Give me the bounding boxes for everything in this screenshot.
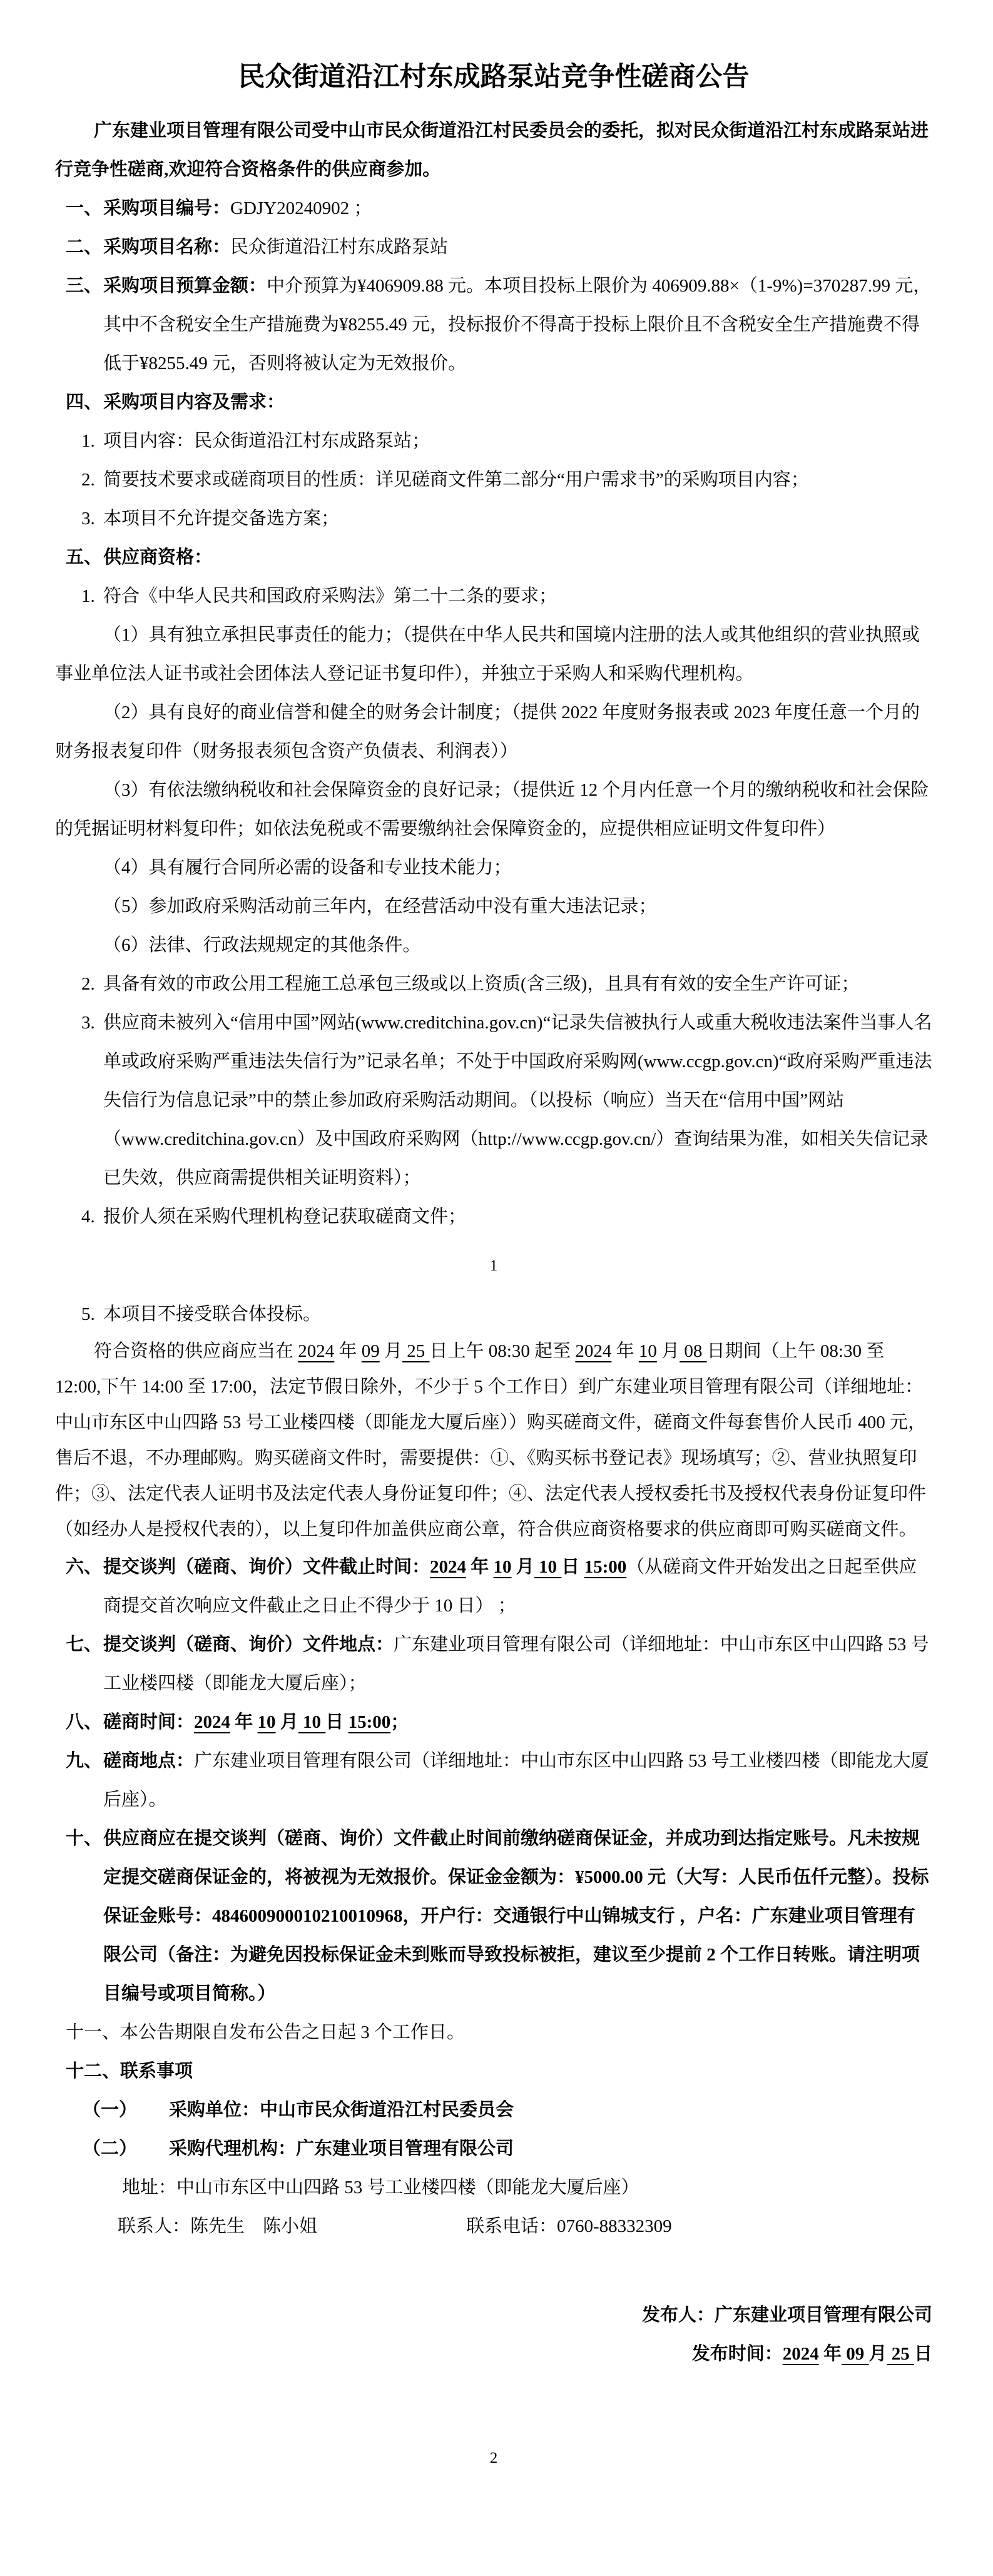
section-5-item-4-text: 报价人须在采购代理机构登记获取磋商文件；: [103, 1207, 467, 1227]
section-4-item-3-num: 3.: [81, 509, 95, 529]
section-11-announcement-period: [66, 2013, 932, 2052]
section-2-num: 二、: [66, 237, 103, 257]
section-6-label: 提交谈判（磋商、询价）文件截止时间：: [103, 1557, 430, 1577]
publish-month: 09: [841, 2344, 869, 2364]
section-5-item-2-text: 具备有效的市政公用工程施工总承包三级或以上资质(含三级)，且具有有效的安全生产许可证；: [103, 974, 860, 994]
contact-agency-row: [83, 2129, 932, 2168]
section-5-item-4: [81, 1197, 932, 1236]
purchase-start-day: 25: [402, 1341, 430, 1361]
section-6-sep-1: 年: [466, 1557, 494, 1577]
publish-month-sep: 月: [868, 2344, 887, 2364]
section-1-label: 采购项目编号：: [103, 198, 231, 218]
section-8-sep-3: 日: [325, 1712, 349, 1732]
deadline-time: 15:00: [584, 1557, 627, 1577]
qualification-sub-2: （2）具有良好的商业信誉和健全的财务会计制度；（提供 2022 年度财务报表或 2023 年度任意一个月的财务报表复印件（财务报表须包含资产负债表、利润表））: [55, 702, 920, 761]
section-5-item-2: [81, 965, 932, 1003]
section-5-item-5-text: 本项目不接受联合体投标。: [103, 1304, 322, 1324]
section-9-value: 广东建业项目管理有限公司（详细地址：中山市东区中山四路 53 号工业楼四楼（即能龙大厦后座）。: [103, 1751, 929, 1810]
qualification-sub-5: （5）参加政府采购活动前三年内，在经营活动中没有重大违法记录；: [103, 896, 657, 916]
section-7-label: 提交谈判（磋商、询价）文件地点：: [103, 1635, 394, 1655]
section-5-item-1: [81, 577, 932, 616]
section-5-item-2-num: 2.: [81, 974, 95, 994]
publish-year: 2024: [782, 2344, 819, 2364]
purchase-end-year: 2024: [575, 1341, 612, 1361]
section-6-deadline: [66, 1548, 932, 1625]
page-title: 民众街道沿江村东成路泵站竞争性磋商公告: [238, 63, 750, 92]
section-4-item-3-text: 本项目不允许提交备选方案；: [103, 509, 340, 529]
section-4-item-2: [81, 460, 932, 499]
section-3-budget: [66, 266, 932, 383]
section-8-sep-2: 月: [275, 1712, 298, 1732]
section-4-item-1-num: 1.: [81, 431, 95, 451]
section-4-label: 采购项目内容及需求：: [103, 392, 285, 412]
section-10-text: 供应商应在提交谈判（磋商、询价）文件截止时间前缴纳磋商保证金，并成功到达指定账号。凡未按规定提交磋商保证金的，将被视为无效报价。保证金金额为：¥5000.00 元（大写：人民币伍仟元整）。投标保证金账号：484600900010210010968，开户行：交通银行中山锦城支行 ，户名：广东建业项目管理有限公司（备注：为避免因投标保证金未到账而导致投标被拒，建议至少提前 2 个工作日转账。请注明项目编号或项目简称。）: [103, 1828, 929, 2004]
purchase-run-4: 年: [611, 1341, 639, 1361]
section-3-num: 三、: [66, 276, 103, 296]
contact-person-line: [118, 2207, 932, 2246]
publish-time-label: 发布时间：: [691, 2344, 783, 2364]
purchase-run-5: 月: [656, 1341, 680, 1361]
purchase-run-1: 年: [334, 1341, 362, 1361]
section-6-sep-3: 日: [561, 1557, 584, 1577]
section-1-project-number: [66, 189, 932, 228]
section-7-num: 七、: [66, 1635, 103, 1655]
section-4-item-1-text: 项目内容：民众街道沿江村东成路泵站；: [103, 431, 430, 451]
negotiation-clock: 15:00: [348, 1712, 391, 1732]
section-4-num: 四、: [66, 392, 103, 412]
publish-day: 25: [887, 2344, 914, 2364]
section-5-label: 供应商资格：: [103, 547, 213, 567]
negotiation-day: 10: [298, 1712, 326, 1732]
contact-person: 联系人：陈先生 陈小姐: [118, 2216, 318, 2236]
section-6-sep-2: 月: [511, 1557, 534, 1577]
section-5-item-4-num: 4.: [81, 1207, 95, 1227]
contact-buyer-num: （一）: [83, 2100, 138, 2120]
section-2-project-name: [66, 228, 932, 266]
deadline-day: 10: [534, 1557, 562, 1577]
section-9-label: 磋商地点：: [103, 1751, 195, 1771]
section-12-contact-heading: [66, 2052, 932, 2091]
purchase-end-month: 10: [638, 1341, 657, 1361]
section-7-submit-place: [66, 1625, 932, 1703]
section-6-tail: （从磋商文件开始发出之日起至供应商提交首次响应文件截止之日止不得少于 10 日） ；: [103, 1557, 917, 1616]
section-12-label: 联系事项: [120, 2061, 193, 2081]
section-10-num: 十、: [66, 1828, 103, 1848]
section-9-body: [103, 1742, 932, 1819]
section-10-deposit: [66, 1819, 932, 2013]
section-5-item-5-num: 5.: [81, 1304, 95, 1324]
qualification-sub-1: （1）具有独立承担民事责任的能力；（提供在中华人民共和国境内注册的法人或其他组织的营业执照或事业单位法人证书或社会团体法人登记证书复印件），并独立于采购人和采购代理机构。: [55, 625, 920, 684]
section-2-label: 采购项目名称：: [103, 237, 231, 257]
publish-day-sep: 日: [914, 2344, 932, 2364]
qualification-sub-6: （6）法律、行政法规规定的其他条件。: [103, 935, 421, 955]
purchase-run-3: 日上午 08:30 起至: [429, 1341, 576, 1361]
section-2-body: [103, 228, 932, 266]
section-8-negotiation-time: [66, 1703, 932, 1742]
section-9-negotiation-place: [66, 1742, 932, 1819]
contact-buyer-label: 采购单位：: [169, 2100, 260, 2120]
purchase-run-0: 符合资格的供应商应当在: [94, 1341, 298, 1361]
contact-address-line: 地址：中山市东区中山四路 53 号工业楼四楼（即能龙大厦后座）: [122, 2178, 639, 2198]
qualification-sub-4: （4）具有履行合同所必需的设备和专业技术能力；: [103, 858, 512, 878]
section-4-item-2-text: 简要技术要求或磋商项目的性质：详见磋商文件第二部分“用户需求书”的采购项目内容；: [103, 470, 809, 490]
contact-agency-value: 广东建业项目管理有限公司: [296, 2139, 514, 2159]
section-8-body: [103, 1703, 932, 1742]
section-3-label: 采购项目预算金额：: [103, 276, 267, 296]
section-8-label: 磋商时间：: [103, 1712, 195, 1732]
section-4-item-2-num: 2.: [81, 470, 95, 490]
section-5-item-1-num: 1.: [81, 586, 95, 606]
section-11-num: 十一、: [66, 2022, 121, 2042]
section-5-num: 五、: [66, 547, 103, 567]
section-8-num: 八、: [66, 1712, 103, 1732]
purchase-start-year: 2024: [298, 1341, 335, 1361]
publisher-label: 发布人：: [641, 2305, 715, 2325]
section-4-body: [103, 383, 932, 422]
negotiation-month: 10: [257, 1712, 276, 1732]
section-7-value: 广东建业项目管理有限公司（详细地址：中山市东区中山四路 53 号工业楼四楼（即能龙大厦后座）；: [103, 1635, 929, 1693]
section-4-item-1: [81, 422, 932, 460]
contact-buyer-value: 中山市民众街道沿江村民委员会: [260, 2100, 514, 2120]
deadline-year: 2024: [430, 1557, 467, 1577]
negotiation-year: 2024: [194, 1712, 231, 1732]
section-6-num: 六、: [66, 1557, 103, 1577]
section-1-num: 一、: [66, 198, 103, 218]
publisher-line: [55, 2296, 932, 2335]
section-3-body: [103, 266, 932, 383]
page-2-number: 2: [489, 2450, 498, 2467]
section-6-body: [103, 1548, 932, 1625]
purchase-instructions-paragraph: [55, 1334, 932, 1548]
contact-agency-num: （二）: [83, 2139, 138, 2159]
deadline-month: 10: [493, 1557, 512, 1577]
section-2-value: 民众街道沿江村东成路泵站: [230, 237, 449, 257]
purchase-run-6: 日期间（上午 08:30 至 12:00,下午 14:00 至 17:00，法定节假日除外，不少于 5 个工作日）到广东建业项目管理有限公司（详细地址：中山市东区中山四路 53 号工业楼四楼（即能龙大厦后座））购买磋商文件，磋商文件每套售价人民币 400 元，售后不退，不办理邮购。购买磋商文件时，需要提供：①、《购买标书登记表》现场填写；②、营业执照复印件；③、法定代表人证明书及法定代表人身份证复印件；④、法定代表人授权委托书及授权代表身份证复印件（如经办人是授权代表的），以上复印件加盖供应商公章，符合供应商资格要求的供应商即可购买磋商文件。: [55, 1341, 927, 1539]
contact-phone: 联系电话：0760-88332309: [466, 2216, 672, 2236]
section-5-item-1-text: 符合《中华人民共和国政府采购法》第二十二条的要求；: [103, 586, 558, 606]
purchase-start-month: 09: [361, 1341, 380, 1361]
section-5-qualification: [66, 538, 932, 577]
section-11-text: 本公告期限自发布公告之日起 3 个工作日。: [120, 2022, 466, 2042]
section-12-num: 十二、: [66, 2061, 121, 2081]
section-4-content: [66, 383, 932, 422]
section-8-tail: ；: [390, 1712, 409, 1732]
section-5-item-3-text: 供应商未被列入“信用中国”网站(www.creditchina.gov.cn)“记录失信被执行人或重大税收违法案件当事人名单或政府采购严重违法失信行为”记录名单；不处于中国政府采购网(www.ccgp.gov.cn)“政府采购严重违法失信行为信息记录”中的禁止参加政府采购活动期间。（以投标（响应）当天在“信用中国”网站（www.creditchina.gov.cn）及中国政府采购网（http://www.ccgp.gov.cn/）查询结果为准，如相关失信记录已失效，供应商需提供相关证明资料）；: [103, 1013, 932, 1188]
section-1-body: [103, 189, 932, 228]
contact-agency-body: [169, 2129, 514, 2168]
section-1-value: GDJY20240902 ；: [230, 198, 372, 218]
section-5-item-3-num: 3.: [81, 1013, 95, 1033]
contact-buyer-row: [83, 2091, 932, 2129]
purchase-run-2: 月: [379, 1341, 403, 1361]
publisher-name: 广东建业项目管理有限公司: [714, 2305, 932, 2325]
publish-year-sep: 年: [818, 2344, 842, 2364]
section-5-body: [103, 538, 932, 577]
publish-time-line: [55, 2335, 932, 2373]
contact-agency-label: 采购代理机构：: [169, 2139, 297, 2159]
section-3-value: 中介预算为¥406909.88 元。本项目投标上限价为 406909.88×（1-9%)=370287.99 元，其中不含税安全生产措施费为¥8255.49 元，投标报价不得高于投标上限价且不含税安全生产措施费不得低于¥8255.49 元，否则将被认定为无效报价。: [103, 276, 932, 373]
section-5-item-5: [81, 1295, 932, 1334]
section-7-body: [103, 1625, 932, 1703]
section-4-item-3: [81, 499, 932, 538]
purchase-end-day: 08: [680, 1341, 707, 1361]
page-1-number: 1: [489, 1257, 498, 1274]
section-8-sep-1: 年: [230, 1712, 258, 1732]
qualification-sub-3: （3）有依法缴纳税收和社会保障资金的良好记录；（提供近 12 个月内任意一个月的缴纳税收和社会保险的凭据证明材料复印件；如依法免税或不需要缴纳社会保障资金的，应提供相应证明文件复印件）: [55, 780, 929, 839]
contact-buyer-body: [169, 2091, 514, 2129]
intro-paragraph: 广东建业项目管理有限公司受中山市民众街道沿江村民委员会的委托，拟对民众街道沿江村东成路泵站进行竞争性磋商,欢迎符合资格条件的供应商参加。: [55, 121, 929, 180]
section-5-item-3: [81, 1003, 932, 1197]
section-9-num: 九、: [66, 1751, 103, 1771]
